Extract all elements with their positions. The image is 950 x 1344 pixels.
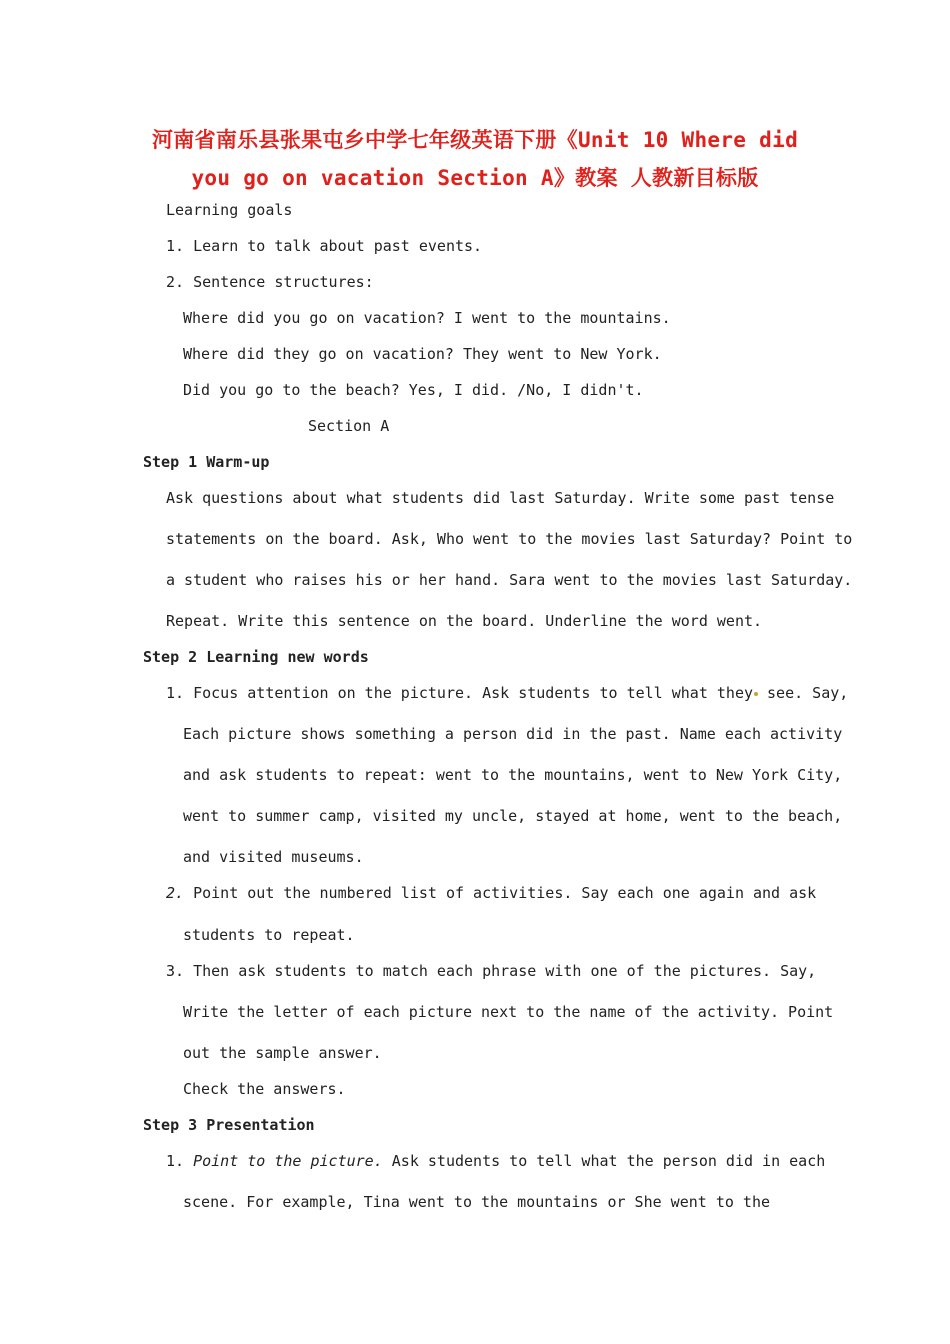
step-1-text-line: statements on the board. Ask, Who went to the movies last Saturday? Point to xyxy=(166,530,853,548)
step-2-item-1-line: Each picture shows something a person did in the past. Name each activity xyxy=(183,725,843,743)
document-title-line-2: you go on vacation Section A》教案 人教新目标版 xyxy=(191,166,759,190)
item-number: 2. xyxy=(166,884,185,902)
step-3-item-1-line xyxy=(166,1152,825,1170)
step-2-heading: Step 2 Learning new words xyxy=(143,648,369,666)
step-2-item-1-line xyxy=(166,684,848,702)
step-3-item-1-italic: Point to the picture. xyxy=(193,1152,383,1170)
sentence-structure-2: Where did they go on vacation? They went to New York. xyxy=(183,345,662,363)
learning-goals-heading: Learning goals xyxy=(166,201,293,219)
document-title-line-1: 河南省南乐县张果屯乡中学七年级英语下册《Unit 10 Where did xyxy=(151,128,799,152)
goal-2: 2. Sentence structures: xyxy=(166,273,374,291)
step-3-item-1-line: scene. For example, Tina went to the mountains or She went to the xyxy=(183,1193,770,1211)
step-2-item-2-line: students to repeat. xyxy=(183,926,355,944)
sentence-structure-1: Where did you go on vacation? I went to the mountains. xyxy=(183,309,671,327)
step-2-item-1-text: 1. Focus attention on the picture. Ask students to tell what they xyxy=(166,684,753,702)
step-1-text-line: a student who raises his or her hand. Sara went to the movies last Saturday. xyxy=(166,571,853,589)
step-2-item-3-line: Check the answers. xyxy=(183,1080,346,1098)
step-2-item-3-line: Write the letter of each picture next to the name of the activity. Point xyxy=(183,1003,834,1021)
goal-1: 1. Learn to talk about past events. xyxy=(166,237,483,255)
step-3-heading: Step 3 Presentation xyxy=(143,1116,315,1134)
step-3-item-1-text: Ask students to tell what the person did in each xyxy=(382,1152,826,1170)
step-2-item-2-text: Point out the numbered list of activities. Say each one again and ask xyxy=(184,884,817,902)
step-2-item-1-line: and ask students to repeat: went to the mountains, went to New York City, xyxy=(183,766,843,784)
step-2-item-1-line: went to summer camp, visited my uncle, stayed at home, went to the beach, xyxy=(183,807,843,825)
step-2-item-1-text: see. Say, xyxy=(758,684,849,702)
item-number: 1. xyxy=(166,1152,194,1170)
step-1-heading: Step 1 Warm-up xyxy=(143,453,270,471)
step-1-text-line: Ask questions about what students did last Saturday. Write some past tense xyxy=(166,489,835,507)
step-2-item-3-line: out the sample answer. xyxy=(183,1044,382,1062)
step-2-item-1-line: and visited museums. xyxy=(183,848,364,866)
sentence-structure-3: Did you go to the beach? Yes, I did. /No, I didn't. xyxy=(183,381,644,399)
step-2-item-2-line xyxy=(166,884,816,902)
step-1-text-line: Repeat. Write this sentence on the board. Underline the word went. xyxy=(166,612,763,630)
section-a-heading: Section A xyxy=(308,417,390,435)
step-2-item-3-line: 3. Then ask students to match each phrase with one of the pictures. Say, xyxy=(166,962,817,980)
